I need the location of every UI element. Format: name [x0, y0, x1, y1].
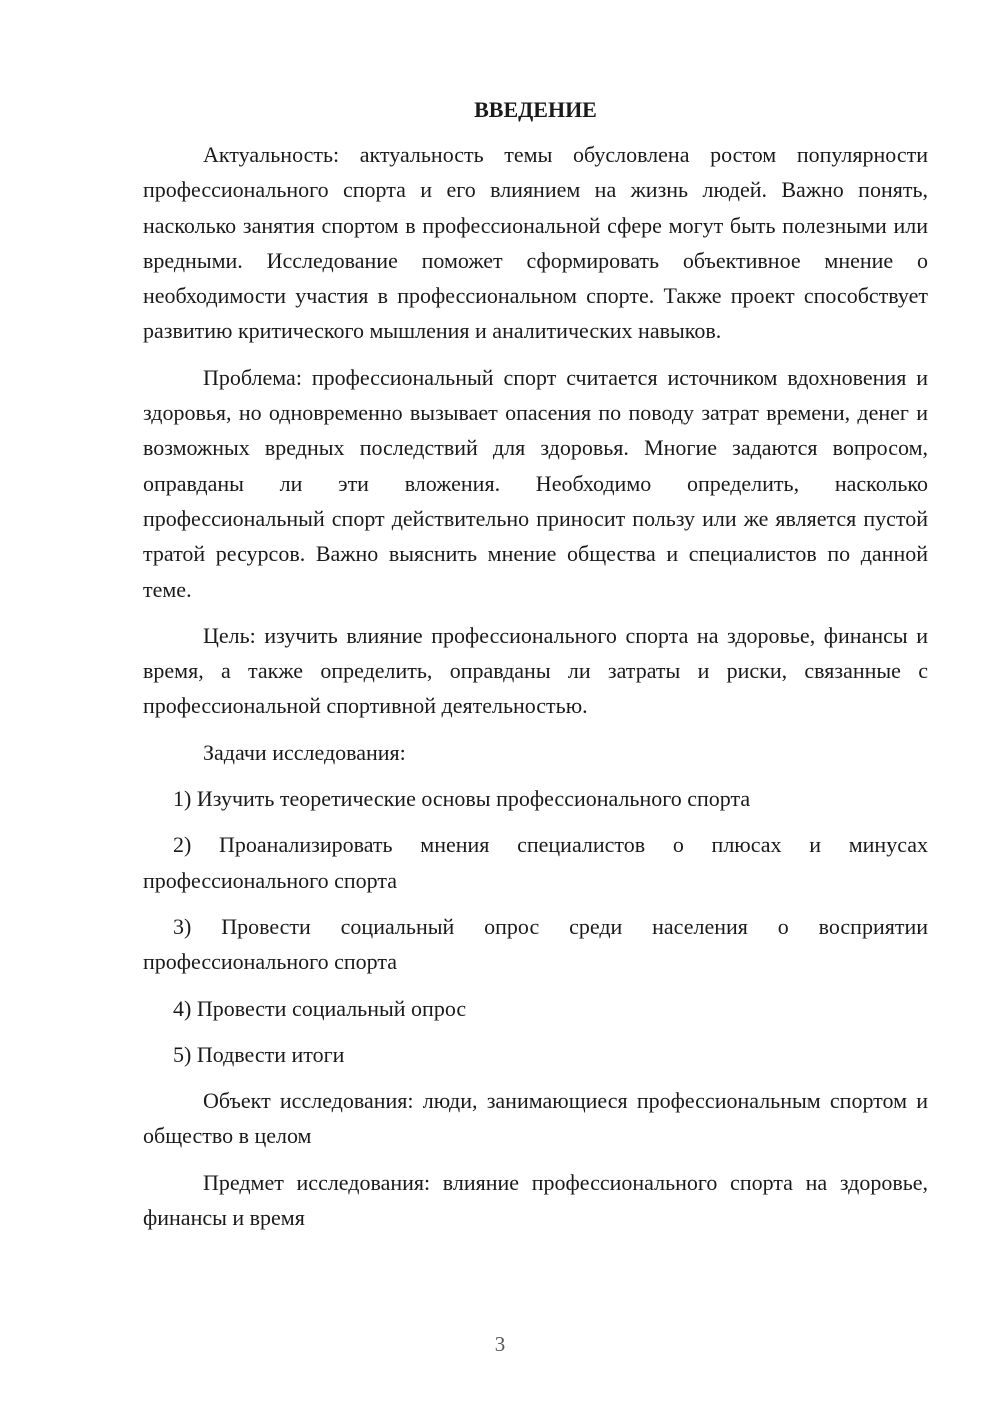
problem-paragraph: Проблема: профессиональный спорт считается источником вдохновения и здоровья, но одновременно вызывает опасения по поводу затрат времени, денег и возможных вредных последствий для здоровья. Многие задаются вопросом, оправданы ли эти вложения. Необходимо определить, насколько профессиональный спорт действительно приносит пользу или же является пустой тратой ресурсов. Важно выяснить мнение общества и специалистов по данной теме.: [143, 364, 928, 602]
task-item: 2) Проанализировать мнения специалистов о плюсах и минусах профессионального спорта: [143, 832, 928, 893]
relevance-paragraph: Актуальность: актуальность темы обусловлена ростом популярности профессионального спорта и его влиянием на жизнь людей. Важно понять, насколько занятия спортом в профессиональной сфере могут быть полезными или вредными. Исследование поможет сформировать объективное мнение о необходимости участия в профессиональном спорте. Также проект способствует развитию критического мышления и аналитических навыков.: [143, 142, 928, 344]
subject-paragraph: Предмет исследования: влияние профессионального спорта на здоровье, финансы и время: [143, 1169, 928, 1231]
object-paragraph: Объект исследования: люди, занимающиеся профессиональным спортом и общество в целом: [143, 1088, 928, 1149]
document-page: [143, 94, 928, 1246]
goal-paragraph: Цель: изучить влияние профессионального спорта на здоровье, финансы и время, а также определить, оправданы ли затраты и риски, связанные с профессиональной спортивной деятельностью.: [143, 622, 928, 719]
tasks-heading: Задачи исследования:: [203, 739, 406, 765]
task-item: 5) Подвести итоги: [173, 1041, 345, 1067]
page-title: ВВЕДЕНИЕ: [474, 97, 597, 122]
page-number: 3: [494, 1332, 506, 1356]
task-item: 4) Провести социальный опрос: [173, 995, 467, 1021]
task-item: 3) Провести социальный опрос среди населения о восприятии профессионального спорта: [143, 913, 928, 975]
task-item: 1) Изучить теоретические основы профессионального спорта: [173, 786, 751, 812]
tasks-list: [143, 781, 928, 1072]
